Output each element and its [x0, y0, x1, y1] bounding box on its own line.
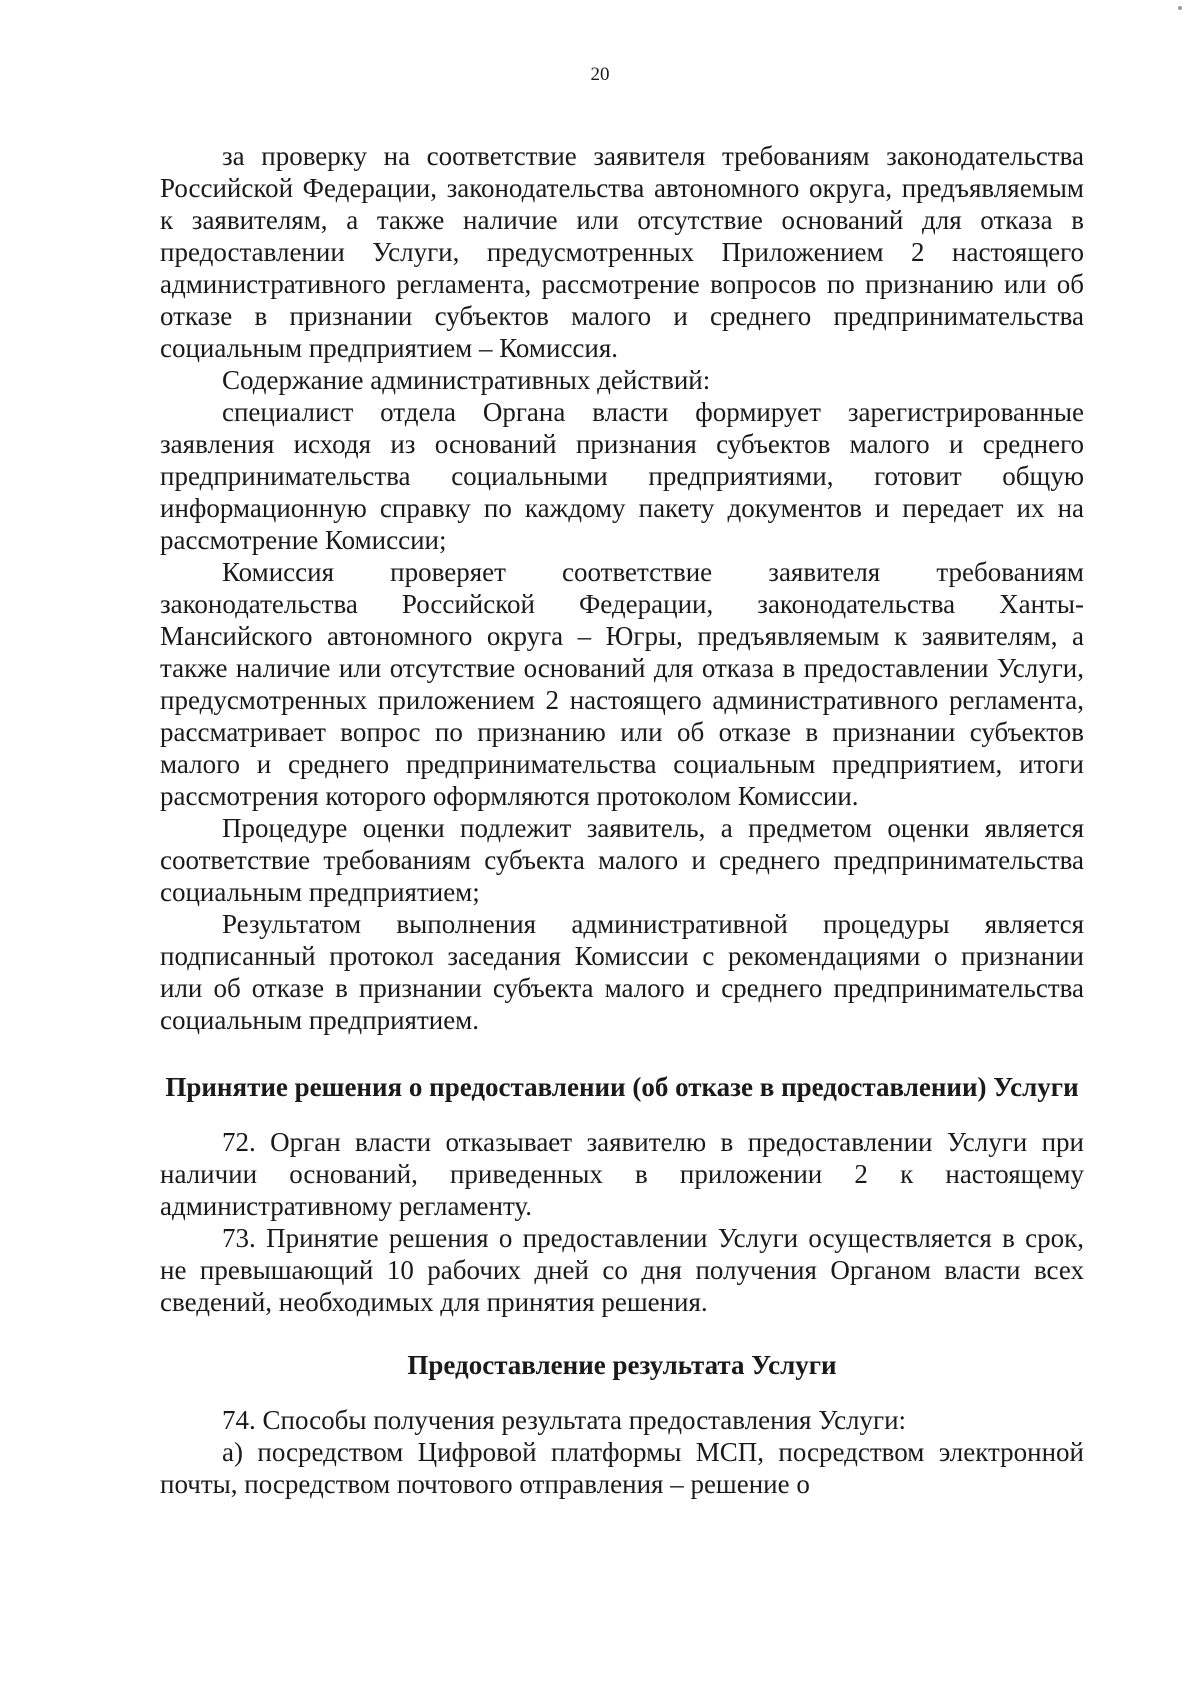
paragraph-actions-intro: Содержание административных действий: [222, 365, 711, 395]
paragraph-evaluation-subject: Процедуре оценки подлежит заявитель, а предметом оценки является соответствие требованиям субъекта малого и среднего предпринимательства социальным предприятием; [160, 813, 1084, 907]
page-number: 20 [590, 64, 610, 85]
paragraph-commission-role: за проверку на соответствие заявителя требованиям законодательства Российской Федерации, законодательства автономного округа, предъявляемым к заявителям, а также наличие или отсутствие оснований для отказа в предоставлении Услуги, предусмотренных Приложением 2 настоящего административного регламента, рассмотрение вопросов по признанию или об отказе в признании субъектов малого и среднего предпринимательства социальным предприятием – Комиссия. [160, 141, 1084, 363]
section-heading-result: Предоставление результата Услуги [407, 1350, 837, 1380]
paragraph-74: 74. Способы получения результата предоставления Услуги: [222, 1405, 907, 1435]
paragraph-73: 73. Принятие решения о предоставлении Услуги осуществляется в срок, не превышающий 10 рабочих дней со дня получения Органом власти всех сведений, необходимых для принятия решения. [160, 1223, 1084, 1317]
paragraph-specialist-actions: специалист отдела Органа власти формирует зарегистрированные заявления исходя из оснований признания субъектов малого и среднего предпринимательства социальными предприятиями, готовит общую информационную справку по каждому пакету документов и передает их на рассмотрение Комиссии; [160, 397, 1084, 555]
paragraph-procedure-result: Результатом выполнения административной процедуры является подписанный протокол заседания Комиссии с рекомендациями о признании или об отказе в признании субъекта малого и среднего предпринимательства социальным предприятием. [160, 909, 1084, 1035]
paragraph-74-a: а) посредством Цифровой платформы МСП, посредством электронной почты, посредством почтового отправления – решение о [160, 1437, 1084, 1499]
scan-speck [1178, 6, 1182, 10]
paragraph-72: 72. Орган власти отказывает заявителю в предоставлении Услуги при наличии оснований, приведенных в приложении 2 к настоящему административному регламенту. [160, 1127, 1084, 1221]
section-heading-decision: Принятие решения о предоставлении (об отказе в предоставлении) Услуги [165, 1072, 1079, 1102]
paragraph-commission-checks: Комиссия проверяет соответствие заявителя требованиям законодательства Российской Федерации, законодательства Ханты-Мансийского автономного округа – Югры, предъявляемым к заявителям, а также наличие или отсутствие оснований для отказа в предоставлении Услуги, предусмотренных приложением 2 настоящего административного регламента, рассматривает вопрос по признанию или об отказе в признании субъектов малого и среднего предпринимательства социальным предприятием, итоги рассмотрения которого оформляются протоколом Комиссии. [160, 557, 1084, 811]
document-body [160, 140, 1084, 1500]
